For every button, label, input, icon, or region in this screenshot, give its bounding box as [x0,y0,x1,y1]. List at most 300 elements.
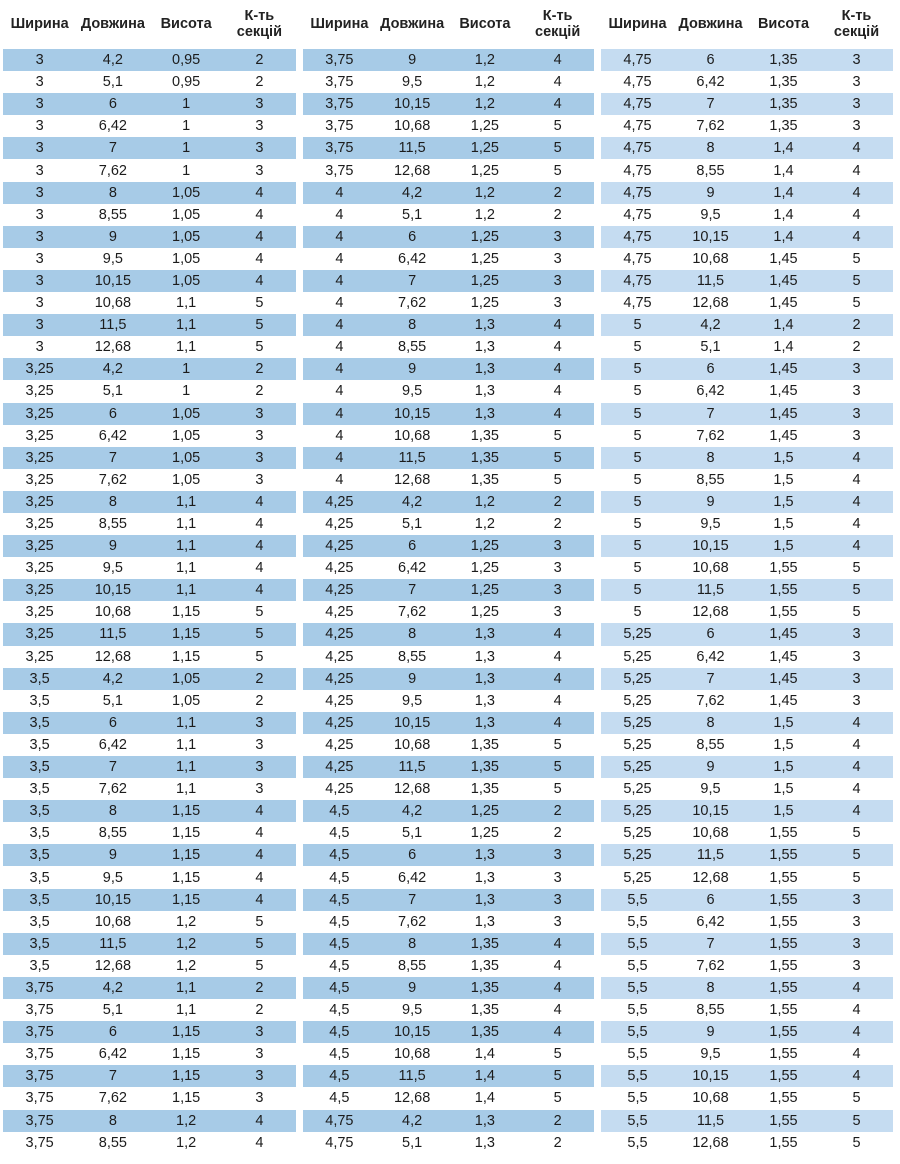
cell-width: 4,25 [325,493,354,510]
table-row [3,380,296,402]
cell-width: 5,5 [627,1002,648,1019]
table-row [303,491,594,513]
cell-width: 4 [335,206,344,223]
cell-sections: 3 [553,272,562,289]
table-row [3,1110,296,1132]
cell-width: 5 [633,493,642,510]
cell-height: 1 [182,140,191,157]
cell-length: 11,5 [398,759,426,776]
table-row [303,1021,594,1043]
cell-width: 5 [633,317,642,334]
cell-width: 3,75 [25,1090,54,1107]
cell-sections: 2 [255,692,264,709]
cell-length: 7,62 [98,471,127,488]
cell-height: 1,5 [773,471,794,488]
cell-sections: 3 [255,427,264,444]
table-header [303,0,594,47]
cell-length: 11,5 [398,1068,426,1085]
cell-length: 10,15 [692,1068,729,1085]
cell-length: 6 [408,538,417,555]
cell-height: 1,3 [474,692,495,709]
cell-height: 1,3 [474,361,495,378]
table-row [303,712,594,734]
cell-height: 1,35 [470,1002,499,1019]
cell-sections: 4 [852,1046,861,1063]
cell-height: 1,2 [474,516,495,533]
table-row [601,182,893,204]
cell-height: 1,1 [176,1002,197,1019]
cell-width: 3,75 [325,162,354,179]
cell-sections: 3 [553,891,562,908]
cell-width: 4,5 [329,847,350,864]
cell-length: 6,42 [98,736,127,753]
cell-height: 1,4 [773,140,794,157]
table-row [303,513,594,535]
cell-width: 5 [633,560,642,577]
cell-sections: 4 [255,847,264,864]
cell-sections: 3 [553,538,562,555]
cell-sections: 2 [255,979,264,996]
table-row [601,844,893,866]
cell-height: 1,55 [769,1090,798,1107]
cell-height: 1,45 [769,250,798,267]
cell-length: 6 [108,405,117,422]
cell-height: 1,2 [176,1112,197,1129]
cell-length: 6,42 [696,648,725,665]
cell-width: 4,5 [329,1024,350,1041]
cell-width: 4,5 [329,869,350,886]
cell-sections: 4 [852,803,861,820]
cell-length: 11,5 [696,272,725,289]
cell-width: 5 [633,604,642,621]
cell-sections: 3 [255,471,264,488]
cell-width: 3,5 [29,825,50,842]
cell-length: 6,42 [98,118,127,135]
table-row [3,226,296,248]
table-row [303,844,594,866]
cell-sections: 4 [852,228,861,245]
cell-sections: 2 [553,1112,562,1129]
cell-sections: 5 [255,626,264,643]
table-row [601,336,893,358]
cell-sections: 5 [553,1046,562,1063]
table-row [3,668,296,690]
cell-height: 1,3 [474,626,495,643]
cell-sections: 4 [255,538,264,555]
cell-sections: 4 [553,957,562,974]
cell-length: 7,62 [696,427,725,444]
cell-sections: 3 [852,383,861,400]
cell-sections: 3 [255,162,264,179]
cell-sections: 4 [852,449,861,466]
cell-height: 1,55 [769,604,798,621]
table-row [3,93,296,115]
cell-length: 12,68 [94,339,132,356]
cell-width: 5,5 [627,957,648,974]
cell-height: 1,15 [172,626,201,643]
cell-sections: 4 [852,516,861,533]
cell-height: 1,25 [470,118,499,135]
table-row [303,1087,594,1109]
cell-height: 1,3 [474,1112,495,1129]
cell-width: 3,25 [25,648,54,665]
table-row [3,778,296,800]
cell-sections: 4 [852,759,861,776]
table-row [601,601,893,623]
cell-length: 7,62 [398,295,427,312]
cell-sections: 5 [852,604,861,621]
cell-length: 12,68 [692,604,729,621]
table-row [303,93,594,115]
cell-sections: 4 [255,1134,264,1151]
cell-sections: 4 [553,74,562,91]
cell-width: 3,5 [29,869,50,886]
cell-width: 3,5 [29,736,50,753]
table-row [601,646,893,668]
cell-sections: 4 [852,979,861,996]
cell-height: 1,4 [773,162,794,179]
cell-width: 4,25 [325,692,354,709]
cell-width: 4,5 [329,825,350,842]
cell-height: 1,45 [769,670,798,687]
cell-width: 4,25 [325,648,354,665]
cell-length: 5,1 [700,339,721,356]
cell-height: 1,05 [172,427,201,444]
cell-length: 9 [706,1024,715,1041]
cell-height: 1,1 [176,493,197,510]
cell-sections: 4 [852,538,861,555]
cell-height: 1,55 [769,582,798,599]
cell-length: 9 [706,759,715,776]
cell-length: 6,42 [398,560,427,577]
table-row [303,1065,594,1087]
cell-sections: 5 [852,847,861,864]
table-row [3,292,296,314]
cell-height: 1,2 [474,52,495,69]
cell-height: 1,1 [176,538,197,555]
cell-length: 7 [408,582,417,599]
table-row [303,646,594,668]
cell-width: 3,5 [29,891,50,908]
cell-height: 1,4 [474,1090,495,1107]
cell-width: 3,25 [25,538,54,555]
cell-width: 4 [335,339,344,356]
table-row [601,358,893,380]
cell-sections: 2 [255,670,264,687]
cell-width: 4,5 [329,891,350,908]
cell-width: 3,5 [29,692,50,709]
cell-length: 4,2 [102,52,123,69]
cell-width: 4 [335,383,344,400]
table-row [3,513,296,535]
cell-sections: 4 [852,1024,861,1041]
cell-height: 1,2 [474,96,495,113]
cell-width: 4 [335,317,344,334]
cell-length: 7 [108,759,117,776]
header-length: Довжина [80,15,145,32]
cell-length: 4,2 [102,670,123,687]
cell-sections: 2 [852,317,861,334]
cell-height: 1,2 [474,184,495,201]
cell-sections: 4 [852,206,861,223]
table-row [303,756,594,778]
table-row [303,557,594,579]
cell-width: 4,75 [325,1112,354,1129]
cell-sections: 4 [553,339,562,356]
table-row [3,690,296,712]
cell-sections: 3 [553,847,562,864]
cell-height: 1,25 [470,803,499,820]
cell-sections: 3 [852,626,861,643]
cell-length: 7,62 [696,957,725,974]
cell-width: 3,25 [25,493,54,510]
cell-width: 3,25 [25,449,54,466]
cell-width: 5,5 [627,891,648,908]
cell-length: 6 [706,361,715,378]
cell-length: 9,5 [402,383,423,400]
cell-width: 5,5 [627,913,648,930]
cell-height: 1 [182,383,191,400]
cell-length: 6 [706,626,715,643]
cell-length: 9,5 [700,516,721,533]
cell-length: 11,5 [99,626,127,643]
cell-sections: 3 [255,96,264,113]
cell-length: 8,55 [398,648,427,665]
table-row [303,889,594,911]
cell-width: 3,75 [325,118,354,135]
header-width: Ширина [310,15,369,32]
cell-height: 1,05 [172,184,201,201]
cell-width: 3,75 [325,74,354,91]
cell-height: 1,5 [773,736,794,753]
cell-length: 8 [108,803,117,820]
table-row [601,226,893,248]
cell-width: 3,5 [29,957,50,974]
cell-length: 8 [408,626,417,643]
table-column-group-3 [601,0,893,1151]
cell-sections: 4 [255,228,264,245]
cell-width: 3 [35,140,44,157]
cell-sections: 5 [852,1090,861,1107]
cell-sections: 4 [852,471,861,488]
cell-width: 4,25 [325,759,354,776]
cell-height: 1 [182,162,191,179]
cell-width: 4,75 [623,206,652,223]
cell-width: 5,5 [627,1024,648,1041]
cell-sections: 4 [255,206,264,223]
cell-length: 6,42 [98,427,127,444]
cell-length: 8,55 [98,1134,127,1151]
cell-sections: 2 [553,206,562,223]
cell-width: 4,75 [623,272,652,289]
cell-sections: 3 [553,869,562,886]
table-row [3,579,296,601]
table-row [601,623,893,645]
cell-height: 1,2 [474,493,495,510]
cell-length: 11,5 [696,1112,725,1129]
cell-sections: 4 [852,1068,861,1085]
cell-width: 5,5 [627,1134,648,1151]
cell-length: 7 [408,891,417,908]
cell-height: 1,45 [769,427,798,444]
cell-height: 1,55 [769,1024,798,1041]
cell-width: 4,25 [325,736,354,753]
cell-height: 1,45 [769,295,798,312]
table-row [303,182,594,204]
cell-width: 3,25 [25,560,54,577]
table-row [601,314,893,336]
cell-height: 1,25 [470,604,499,621]
cell-sections: 5 [553,1090,562,1107]
cell-sections: 3 [553,560,562,577]
cell-sections: 3 [553,295,562,312]
cell-width: 4 [335,272,344,289]
cell-sections: 4 [852,162,861,179]
cell-width: 4,75 [623,74,652,91]
table-row [303,734,594,756]
cell-sections: 2 [553,516,562,533]
table-header [3,0,296,47]
cell-sections: 4 [553,383,562,400]
cell-sections: 3 [852,52,861,69]
cell-width: 4,75 [623,228,652,245]
cell-width: 5 [633,471,642,488]
cell-width: 4,75 [623,140,652,157]
cell-sections: 3 [852,670,861,687]
cell-height: 1,45 [769,626,798,643]
cell-width: 5 [633,405,642,422]
cell-length: 7,62 [398,604,427,621]
cell-length: 10,15 [94,272,132,289]
cell-height: 1,35 [470,935,499,952]
cell-width: 4,5 [329,935,350,952]
cell-sections: 3 [852,427,861,444]
cell-length: 6,42 [98,1046,127,1063]
cell-height: 1,55 [769,1046,798,1063]
cell-height: 1,2 [474,206,495,223]
cell-height: 1,25 [470,272,499,289]
table-row [601,822,893,844]
table-row [3,1087,296,1109]
table-row [303,866,594,888]
cell-height: 1,5 [773,516,794,533]
cell-length: 10,68 [692,825,729,842]
cell-height: 1,55 [769,847,798,864]
cell-width: 3,5 [29,935,50,952]
cell-width: 3,25 [25,626,54,643]
table-row [3,822,296,844]
cell-sections: 5 [255,935,264,952]
cell-sections: 3 [852,405,861,422]
table-row [601,999,893,1021]
table-column-group-1 [3,0,296,1151]
table-row [601,866,893,888]
table-row [303,601,594,623]
cell-height: 1,5 [773,781,794,798]
cell-width: 5 [633,449,642,466]
header-height: Висота [160,15,212,32]
cell-length: 12,68 [94,957,132,974]
table-row [303,822,594,844]
cell-height: 1,1 [176,560,197,577]
cell-length: 5,1 [102,383,123,400]
cell-height: 1,35 [470,427,499,444]
cell-width: 4,75 [623,295,652,312]
table-row [3,646,296,668]
cell-height: 1,25 [470,250,499,267]
cell-height: 1,1 [176,295,197,312]
cell-height: 1,15 [172,869,201,886]
cell-width: 3,5 [29,759,50,776]
cell-sections: 5 [553,781,562,798]
cell-width: 3 [35,52,44,69]
cell-sections: 2 [255,361,264,378]
cell-length: 6 [706,52,715,69]
cell-height: 1,45 [769,361,798,378]
cell-height: 1,15 [172,1090,201,1107]
cell-width: 3 [35,250,44,267]
cell-length: 5,1 [402,825,423,842]
cell-length: 10,15 [393,714,431,731]
cell-length: 6 [408,228,417,245]
cell-height: 1,4 [773,206,794,223]
cell-length: 5,1 [102,1002,123,1019]
cell-length: 8,55 [696,736,725,753]
cell-width: 4,75 [623,96,652,113]
cell-width: 4,5 [329,1068,350,1085]
cell-length: 6 [408,847,417,864]
cell-height: 1,5 [773,759,794,776]
cell-sections: 4 [553,714,562,731]
table-row [601,469,893,491]
cell-sections: 4 [553,670,562,687]
cell-height: 1,1 [176,781,197,798]
cell-length: 7 [706,935,715,952]
cell-sections: 5 [553,140,562,157]
cell-length: 8 [408,317,417,334]
cell-width: 3,75 [25,1134,54,1151]
cell-height: 1,05 [172,250,201,267]
table-row [3,866,296,888]
cell-length: 10,68 [393,118,431,135]
cell-height: 1,4 [773,184,794,201]
header-length: Довжина [678,15,743,32]
cell-sections: 3 [255,118,264,135]
cell-height: 1,05 [172,692,201,709]
table-row [601,911,893,933]
cell-width: 3,75 [25,1112,54,1129]
cell-height: 1,4 [773,317,794,334]
cell-width: 4,5 [329,1002,350,1019]
table-row [303,1132,594,1154]
cell-height: 1,15 [172,847,201,864]
table-row [303,358,594,380]
table-row [3,336,296,358]
cell-width: 5,25 [623,825,652,842]
cell-height: 1,35 [470,759,499,776]
table-row [601,159,893,181]
cell-height: 1,5 [773,493,794,510]
cell-height: 1,05 [172,471,201,488]
cell-length: 12,68 [692,1134,729,1151]
table-row [3,115,296,137]
cell-height: 1,15 [172,648,201,665]
cell-length: 10,15 [393,1024,431,1041]
cell-height: 1,15 [172,1046,201,1063]
cell-sections: 3 [255,449,264,466]
cell-height: 1,4 [773,228,794,245]
table-row [601,756,893,778]
